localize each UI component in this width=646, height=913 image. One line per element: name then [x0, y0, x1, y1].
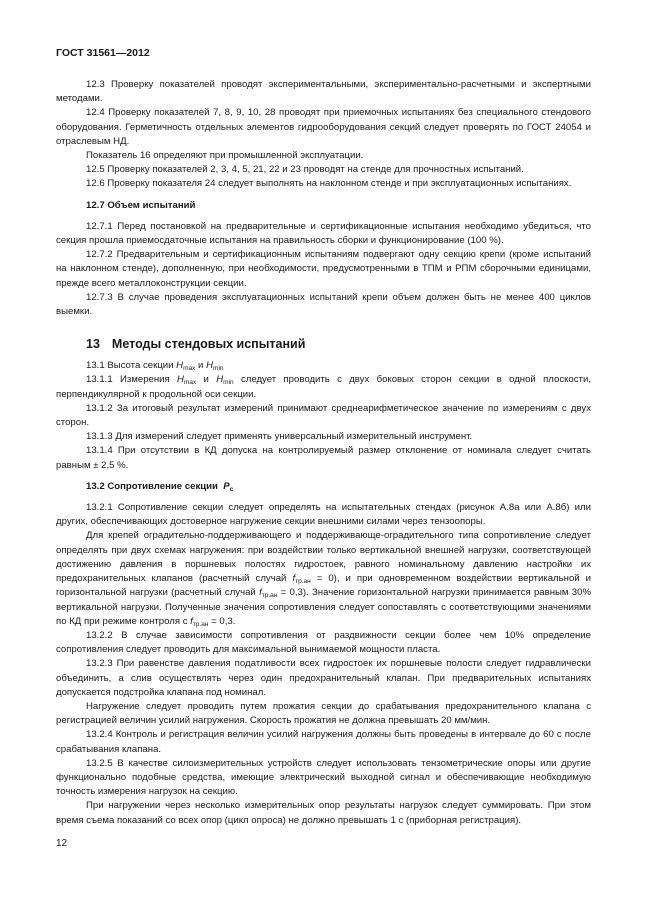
paragraph-13-2-1-loading-schemes: Для крепей оградительно-поддерживающего и поддерживающе-оградительного типа сопротивление следует определять при двух схемах нагружения: при воздействии только вертикальной внешней нагрузки, соответствующей достижению давления в поршневых полостях гидростоек, равного номинальному давлению настройки их предохранительных клапанов (расчетный случай $f_{тр.ан} = 0$), и при одновременном воздействии вертикальной и горизонтальной нагрузки (расчетный случай $f_{тр.ан} = 0,3$). Значение горизонтальной нагрузки принимается равным 30% вертикальной нагрузки. Полученные значения сопротивления следует сопоставлять с соответствующими значениями по КД при режиме контроля с $f_{тр.ан} = 0,3$.	[56, 530, 591, 628]
section-13-heading	[56, 335, 591, 353]
heading-13-2: 13.2 Сопротивление секции $P_c$	[86, 480, 234, 493]
paragraph-13-1-1: 13.1.1 Измерения $H_{max}$ и $H_{min}$ следует проводить с двух боковых сторон секции в одной плоскости, перпендикулярной к продольной оси секции.	[56, 374, 591, 400]
heading-12-7: 12.7 Объем испытаний	[86, 199, 196, 211]
paragraph-12-6: 12.6 Проверку показателя 24 следует выполнять на наклонном стенде и при эксплуатационных испытаниях.	[86, 178, 572, 190]
paragraph-12-7-1: 12.7.1 Перед постановкой на предварительные и сертификационные испытания необходимо убедиться, что секция прошла приемосдаточные испытания на правильность сборки и функционирование (100 %).	[56, 220, 591, 247]
paragraph-13-2-5: 13.2.5 В качестве силоизмерительных устройств следует использовать тензометрические опоры или другие функционально подобные средства, имеющие электрический выходной сигнал и обеспечивающие необходимую точность измерения нагрузок на секцию.	[56, 757, 591, 798]
paragraph-13-2-3: 13.2.3 При равенстве давления податливости всех гидростоек их поршневые полости следует гидравлически объединить, а слив осуществлять через один предохранительный клапан. При предварительных испытаниях допускается подстройка клапана под номинал.	[56, 658, 591, 698]
paragraph-12-4: 12.4 Проверку показателей 7, 8, 9, 10, 28 проводят при приемочных испытаниях без специального стендового оборудования. Герметичность отдельных элементов гидрооборудования секций следует проверять по ГОСТ 24054 и отраслевым НД.	[56, 107, 591, 147]
paragraph-12-7-3: 12.7.3 В случае проведения эксплуатационных испытаний крепи объем должен быть не менее 400 циклов выемки.	[56, 291, 591, 318]
section-13-number: 13	[86, 337, 100, 352]
paragraph-13-2-5-summation: При нагружении через несколько измерительных опор результаты нагрузок следует суммировать. При этом время съема показаний со всех опор (цикл опроса) не должно превышать 1 с (приборная регистрация).	[56, 800, 591, 826]
paragraph-13-1-3: 13.1.3 Для измерений следует применять универсальный измерительный инструмент.	[86, 431, 473, 443]
paragraph-13-1-4: 13.1.4 При отсутствии в КД допуска на контролируемый размер отклонение от номинала следует считать равным ± 2,5 %.	[56, 445, 591, 471]
paragraph-indicator-16: Показатель 16 определяют при промышленной эксплуатации.	[86, 150, 364, 162]
paragraph-13-2-3-loading: Нагружение следует проводить путем прожатия секции до срабатывания предохранительного клапана с регистрацией величин усилий нагружения. Скорость прожатия не должна превышать 20 мм/мин.	[56, 700, 591, 727]
paragraph-13-2-1: 13.2.1 Сопротивление секции следует определять на испытательных стендах (рисунок А.8а или А.8б) или других, обеспечивающих достоверное нагружение секции внешними силами через тензоопоры.	[56, 502, 591, 528]
paragraph-13-2-2: 13.2.2 В случае зависимости сопротивления от раздвижности секции более чем 10% определение сопротивления следует проводить для максимальной вынимаемой мощности пласта.	[56, 629, 591, 656]
page-number: 12	[56, 838, 68, 849]
paragraph-12-5: 12.5 Проверку показателей 2, 3, 4, 5, 21, 22 и 23 проводят на стенде для прочностных испытаний.	[86, 164, 524, 176]
page-body	[56, 78, 591, 828]
paragraph-12-7-2: 12.7.2 Предварительным и сертификационным испытаниям подвергают одну секцию крепи (кроме испытаний на наклонном стенде), дополненную, при необходимости, предусмотренными в ТПМ и РПМ сборочными единицами, прежде всего металлоконструкции секции.	[56, 249, 591, 289]
paragraph-13-2-4: 13.2.4 Контроль и регистрация величин усилий нагружения должны быть проведены в интервале до 60 с после срабатывания клапана.	[56, 729, 591, 755]
paragraph-13-1-2: 13.1.2 За итоговый результат измерений принимают среднеарифметическое значение по измерениям с двух сторон.	[56, 402, 591, 429]
section-13-title: Методы стендовых испытаний	[111, 337, 306, 352]
paragraph-12-3: 12.3 Проверку показателей проводят экспериментальными, экспериментально-расчетными и экспертными методами.	[56, 79, 591, 105]
paragraph-13-1: 13.1 Высота секции $H_{max}$ и $H_{min}$	[86, 360, 224, 373]
running-header: ГОСТ 31561—2012	[56, 47, 150, 59]
